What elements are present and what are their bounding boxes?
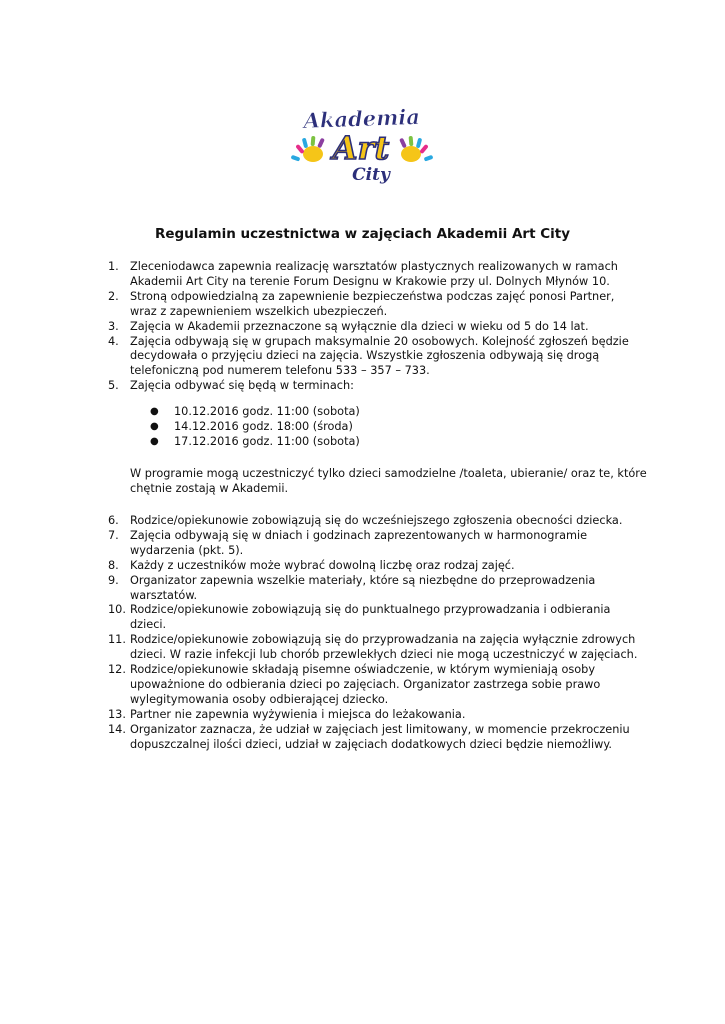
rule-item: [108, 574, 638, 604]
rules-list-part-1: [108, 260, 638, 394]
dates-list: [150, 405, 360, 450]
logo-text-art: Art: [332, 129, 390, 167]
rule-number: 13.: [108, 707, 126, 721]
rule-text: Zajęcia odbywają się w dniach i godzinach zaprezentowanych w harmonogramie wydarzenia (pkt. 5).: [130, 528, 588, 557]
rule-text: Organizator zapewnia wszelkie materiały, które są niezbędne do przeprowadzenia warsztatów.: [130, 573, 596, 602]
rule-number: 3.: [108, 319, 119, 333]
rule-text: Rodzice/opiekunowie składają pisemne oświadczenie, w którym wymieniają osoby upoważnione do odbierania dzieci po zajęciach. Organizator zastrzega sobie prawo wylegitymowania osoby odbierającej dziecko.: [130, 663, 601, 706]
rule-text: Partner nie zapewnia wyżywienia i miejsca do leżakowania.: [130, 707, 466, 721]
rule-item: [108, 723, 638, 753]
date-item: [150, 420, 360, 435]
rule-number: 6.: [108, 514, 119, 527]
rule-item: [108, 663, 638, 708]
rule-item: [108, 335, 638, 380]
rule-text: Rodzice/opiekunowie zobowiązują się do wcześniejszego zgłoszenia obecności dziecka.: [130, 514, 623, 527]
rule-text: Stroną odpowiedzialną za zapewnienie bezpieczeństwa podczas zajęć ponosi Partner, wraz z zapewnieniem wszelkich ubezpieczeń.: [130, 289, 615, 318]
logo-text-city: City: [352, 165, 390, 185]
rule-text: Zajęcia w Akademii przeznaczone są wyłącznie dla dzieci w wieku od 5 do 14 lat.: [130, 319, 589, 333]
rule-number: 4.: [108, 334, 119, 348]
rule-item: [108, 559, 638, 574]
rule-number: 11.: [108, 633, 126, 647]
date-item: [150, 405, 360, 420]
rule-number: 5.: [108, 379, 119, 393]
bullet-icon: ●: [150, 420, 159, 432]
right-hand-splash-icon: [399, 136, 433, 162]
bullet-icon: ●: [150, 406, 159, 417]
rule-text: Rodzice/opiekunowie zobowiązują się do przyprowadzania na zajęcia wyłącznie zdrowych dzieci. W razie infekcji lub chorób przewlekłych dzieci nie mogą uczestniczyć w zajęciach.: [130, 633, 638, 662]
rule-text: Każdy z uczestników może wybrać dowolną liczbę oraz rodzaj zajęć.: [130, 558, 515, 572]
rule-item: [108, 514, 638, 529]
rule-item: [108, 290, 638, 320]
rule-number: 7.: [108, 528, 119, 542]
rule-text: Zajęcia odbywają się w grupach maksymalnie 20 osobowych. Kolejność zgłoszeń będzie decydowała o przyjęciu dzieci na zajęcia. Wszystkie zgłoszenia odbywają się drogą telefoniczną pod numerem telefonu 533 – 357 – 733.: [130, 334, 629, 378]
rule-item: [108, 529, 638, 559]
rule-number: 12.: [108, 663, 126, 677]
rule-number: 9.: [108, 573, 119, 587]
date-text: 14.12.2016 godz. 18:00 (środa): [174, 419, 353, 433]
rule-number: 8.: [108, 558, 119, 572]
date-item: [150, 435, 360, 450]
rule-item: [108, 708, 638, 723]
rule-text: Zajęcia odbywać się będą w terminach:: [130, 379, 354, 393]
rule-item: [108, 379, 638, 394]
rule-number: 14.: [108, 722, 126, 736]
rules-list-part-2: [108, 514, 638, 753]
logo-text-akademia: Akademia: [303, 103, 421, 134]
date-text: 10.12.2016 godz. 11:00 (sobota): [174, 405, 360, 418]
akademia-art-city-logo: [287, 98, 437, 188]
rule-item: [108, 260, 638, 290]
rule-number: 10.: [108, 603, 126, 617]
rule-text: Zleceniodawca zapewnia realizację warsztatów plastycznych realizowanych w ramach Akademii Art City na terenie Forum Designu w Krakowie przy ul. Dolnych Młynów 10.: [130, 260, 618, 288]
bullet-icon: ●: [150, 435, 159, 447]
rule-text: Organizator zaznacza, że udział w zajęciach jest limitowany, w momencie przekroczeniu dopuszczalnej ilości dzieci, udział w zajęciach dodatkowych dzieci będzie niemożliwy.: [130, 722, 630, 751]
rule-item: [108, 320, 638, 335]
rule-item: [108, 633, 638, 663]
rule-item: [108, 603, 638, 633]
date-text: 17.12.2016 godz. 11:00 (sobota): [174, 434, 360, 448]
rule-text: Rodzice/opiekunowie zobowiązują się do punktualnego przyprowadzania i odbierania dzieci.: [130, 603, 611, 632]
document-title: Regulamin uczestnictwa w zajęciach Akademii Art City: [154, 226, 571, 242]
rule-number: 1.: [108, 260, 119, 273]
participation-note: W programie mogą uczestniczyć tylko dzieci samodzielne /toaleta, ubieranie/ oraz te, które chętnie zostają w Akademii.: [130, 467, 647, 495]
left-hand-splash-icon: [291, 136, 325, 162]
rule-number: 2.: [108, 289, 119, 303]
